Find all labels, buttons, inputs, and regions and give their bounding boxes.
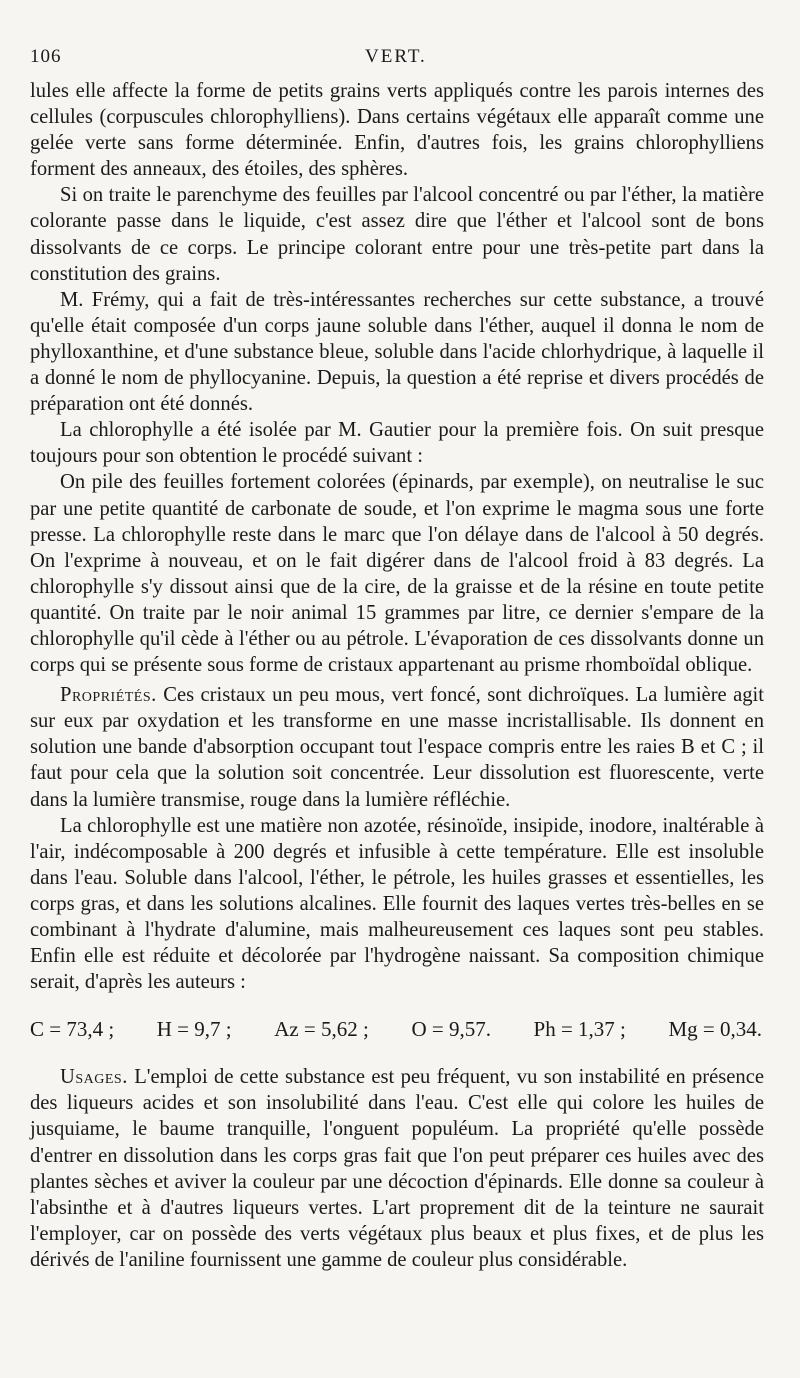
proprietes-text: Ces cristaux un peu mous, vert foncé, sont dichroïques. La lumière agit sur eux par oxydation et les transforme en une masse incristallisable. Ils donnent en solution une bande d'absorption occupant tout l'espace compris entre les raies B et C ; il faut pour cela que la solution soit concentrée. Leur dissolution est fluorescente, verte dans la lumière transmise, rouge dans la lumière réfléchie. <box>30 684 764 811</box>
usages-text: L'emploi de cette substance est peu fréquent, vu son instabilité en présence des liqueurs acides et son insolubilité dans l'eau. C'est elle qui colore les huiles de jusquiame, le baume tranquille, l'onguent populéum. La propriété qu'elle possède d'entrer en dissolution dans les corps gras fait que l'on peut préparer ces huiles avec des plantes sèches et aviver la couleur par une décoction d'épinards. Elle donne sa couleur à l'absinthe et à d'autres liqueurs vertes. L'art proprement dit de la teinture ne saurait l'employer, car on possède des verts végétaux plus beaux et plus fixes, et de plus les dérivés de l'aniline fournissent une gamme de couleur plus considérable. <box>30 1066 764 1271</box>
running-head: VERT. <box>365 46 427 67</box>
page-number: 106 <box>30 46 62 67</box>
formula-magnesium: Mg = 0,34. <box>668 1017 762 1042</box>
formula-oxygen: O = 9,57. <box>411 1017 491 1042</box>
body-text <box>30 78 764 1273</box>
page-header <box>30 46 764 78</box>
paragraph-usages <box>30 1064 764 1273</box>
formula-carbon: C = 73,4 ; <box>30 1017 115 1042</box>
paragraph-composition: La chlorophylle est une matière non azotée, résinoïde, insipide, inodore, inaltérable à l'air, indécomposable à 200 degrés et infusible à cette température. Elle est insoluble dans l'eau. Soluble dans l'alcool, l'éther, le pétrole, les huiles grasses et essentielles, les corps gras, et dans les solutions alcalines. Elle fournit des laques vertes très-belles en se combinant à l'hydrate d'alumine, mais malheureusement ces laques sont peu stables. Enfin elle est réduite et décolorée par l'hydrogène naissant. Sa composition chimique serait, d'après les auteurs : <box>30 814 764 994</box>
usages-label: Usages. <box>60 1066 128 1089</box>
paragraph-proprietes <box>30 682 764 812</box>
formula-phosphorus: Ph = 1,37 ; <box>533 1017 626 1042</box>
chemical-composition-formula <box>30 1017 764 1042</box>
proprietes-label: Propriétés. <box>60 684 157 707</box>
paragraph-fremy: M. Frémy, qui a fait de très-intéressantes recherches sur cette substance, a trouvé qu'elle était composée d'un corps jaune soluble dans l'éther, auquel il donna le nom de phylloxanthine, et d'une substance bleue, soluble dans l'acide chlorhydrique, à laquelle il a donné le nom de phyllocyanine. Depuis, la question a été reprise et divers procédés de préparation ont été donnés. <box>30 288 764 416</box>
paragraph-procedure: On pile des feuilles fortement colorées (épinards, par exemple), on neutralise le suc par une petite quantité de carbonate de soude, et l'on exprime le magma sous une forte presse. La chlorophylle reste dans le marc que l'on délaye dans de l'alcool à 50 degrés. On l'exprime à nouveau, et on le fait digérer dans de l'alcool froid à 83 degrés. La chlorophylle s'y dissout ainsi que de la cire, de la graisse et de la résine en toute petite quantité. On traite par le noir animal 15 grammes par litre, ce dernier s'empare de la chlorophylle qu'il cède à l'éther ou au pétrole. L'évaporation de ces dissolvants donne un corps qui se présente sous forme de cristaux appartenant au prisme rhomboïdal oblique. <box>30 471 764 677</box>
paragraph-gautier: La chlorophylle a été isolée par M. Gautier pour la première fois. On suit presque toujours pour son obtention le procédé suivant : <box>30 419 764 468</box>
formula-nitrogen: Az = 5,62 ; <box>274 1017 369 1042</box>
formula-hydrogen: H = 9,7 ; <box>156 1017 232 1042</box>
paragraph-solvents: Si on traite le parenchyme des feuilles par l'alcool concentré ou par l'éther, la matière colorante passe dans le liquide, c'est assez dire que l'éther et l'alcool sont de bons dissolvants de ce corps. Le principe colorant entre pour une très-petite part dans la constitution des grains. <box>30 184 764 285</box>
paragraph-continuation: lules elle affecte la forme de petits grains verts appliqués contre les parois internes des cellules (corpuscules chlorophylliens). Dans certains végétaux elle apparaît comme une gelée verte sans forme déterminée. Enfin, d'autres fois, les grains chlorophylliens forment des anneaux, des étoiles, des sphères. <box>30 80 764 181</box>
